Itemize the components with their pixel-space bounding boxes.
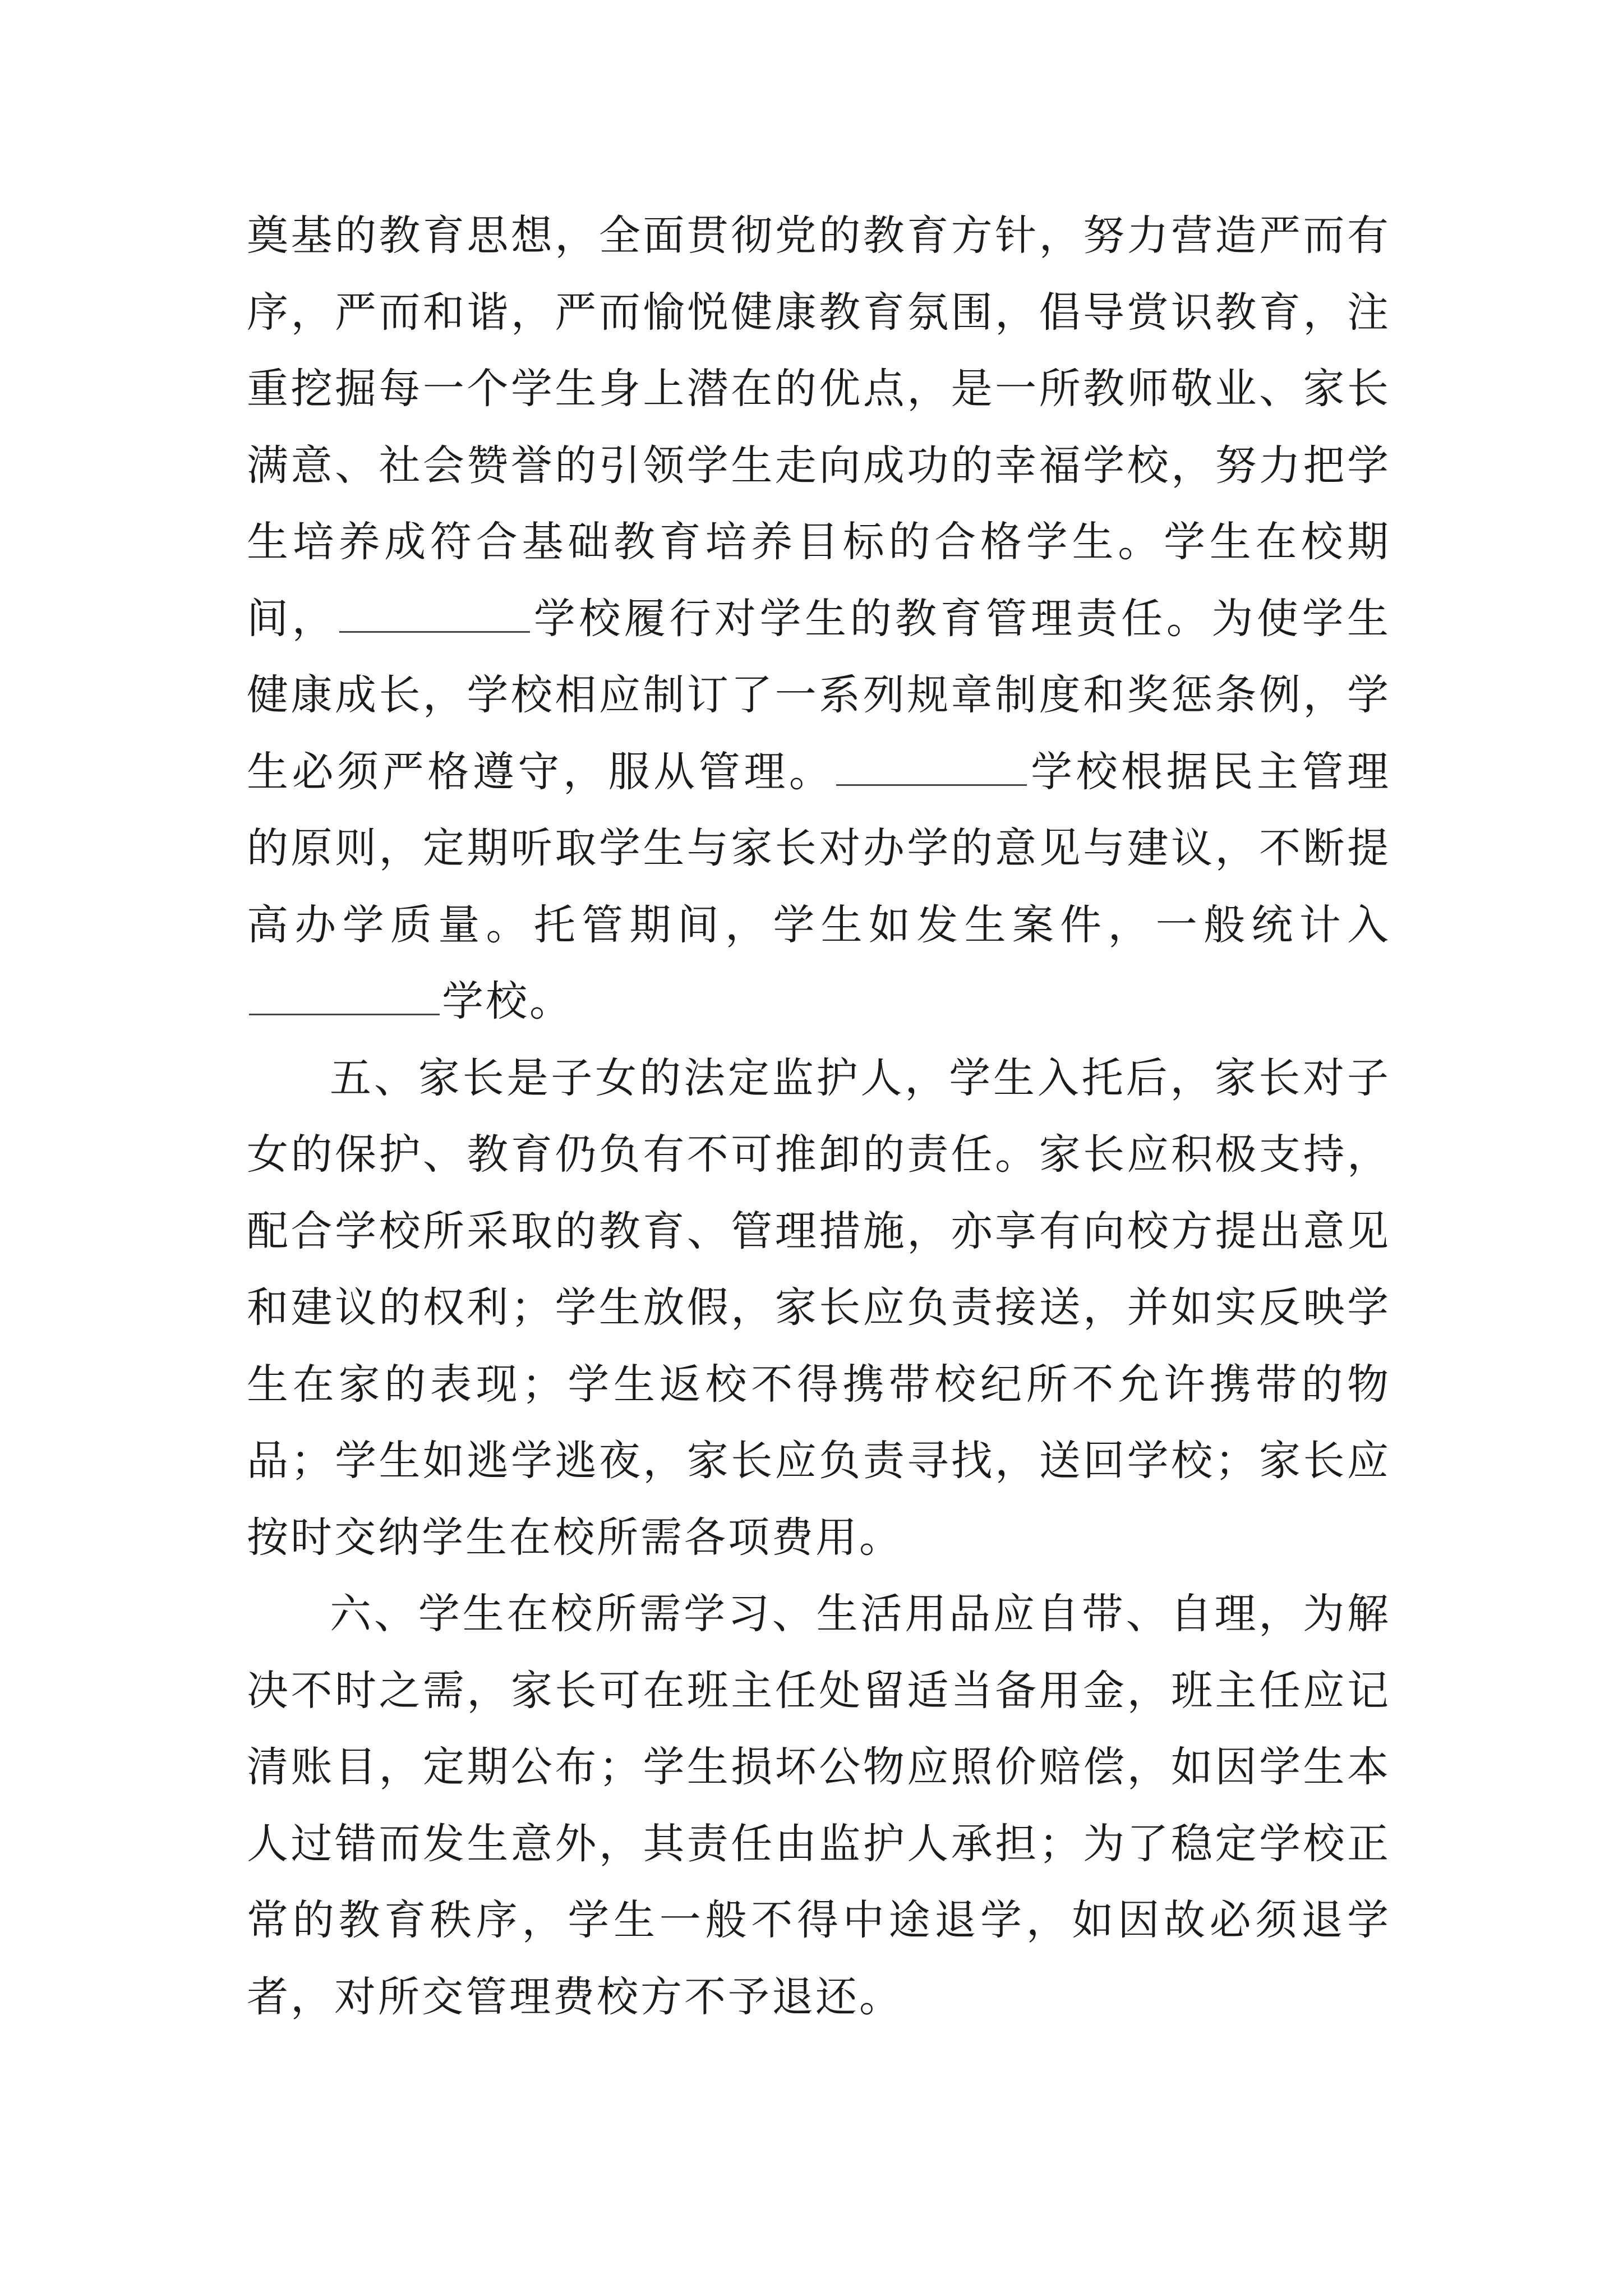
fill-in-blank-3[interactable] <box>249 1013 440 1015</box>
paragraph-student-supplies: 六、学生在校所需学习、生活用品应自带、自理，为解决不时之需，家长可在班主任处留适当备用金，班主任应记清账目，定期公布；学生损坏公物应照价赔偿，如因学生本人过错而发生意外，其责任由监护人承担；为了稳定学校正常的教育秩序，学生一般不得中途退学，如因故必须退学者，对所交管理费校方不予退还。 <box>247 1590 1391 2021</box>
paragraph-parent-responsibility: 五、家长是子女的法定监护人，学生入托后，家长对子女的保护、教育仍负有不可推卸的责任。家长应积极支持，配合学校所采取的教育、管理措施，亦享有向校方提出意见和建议的权利；学生放假，家长应负责接送，并如实反映学生在家的表现；学生返校不得携带校纪所不允许携带的物品；学生如逃学逃夜，家长应负责寻找，送回学校；家长应按时交纳学生在校所需各项费用。 <box>247 1053 1391 1562</box>
paragraph-1-text-c: 学校根据民主管理的原则，定期听取学生与家长对办学的意见与建议，不断提高办学质量。托管期间，学生如发生案件，一般统计入 <box>247 747 1391 949</box>
fill-in-blank-1[interactable] <box>339 631 530 633</box>
fill-in-blank-2[interactable] <box>836 784 1027 786</box>
paragraph-1-text-a: 奠基的教育思想，全面贯彻党的教育方针，努力营造严而有序，严而和谐，严而愉悦健康教育氛围，倡导赏识教育，注重挖掘每一个学生身上潜在的优点，是一所教师敬业、家长满意、社会赞誉的引领学生走向成功的幸福学校，努力把学生培养成符合基础教育培养目标的合格学生。学生在校期间， <box>247 211 1391 643</box>
paragraph-school-responsibility <box>247 197 1391 1040</box>
paragraph-1-text-b: 学校履行对学生的教育管理责任。为使学生健康成长，学校相应制订了一系列规章制度和奖惩条例，学生必须严格遵守，服从管理。 <box>247 594 1391 796</box>
paragraph-1-text-d: 学校。 <box>442 977 573 1025</box>
document-body <box>247 197 1391 2035</box>
